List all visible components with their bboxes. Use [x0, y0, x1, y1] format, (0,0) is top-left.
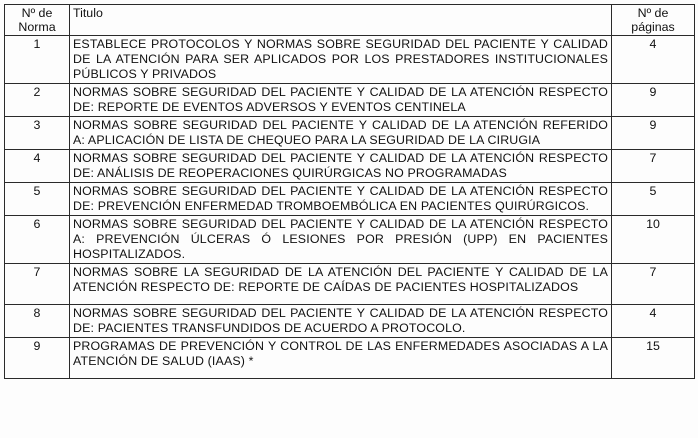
- table-row: [5, 183, 695, 216]
- norm-pages: 10: [612, 216, 695, 264]
- header-title: Titulo: [70, 5, 612, 36]
- header-pages: [612, 5, 695, 36]
- header-row: [5, 5, 695, 36]
- norm-pages: 9: [612, 117, 695, 150]
- header-number: [5, 5, 70, 36]
- norm-title: NORMAS SOBRE SEGURIDAD DEL PACIENTE Y CALIDAD DE LA ATENCIÓN RESPECTO DE: REPORTE DE EVENTOS ADVERSOS Y EVENTOS CENTINELA: [70, 84, 612, 117]
- norm-title: NORMAS SOBRE SEGURIDAD DEL PACIENTE Y CALIDAD DE LA ATENCIÓN RESPECTO DE: PREVENCIÓN ENFERMEDAD TROMBOEMBÓLICA EN PACIENTES QUIRÚRGICOS.: [70, 183, 612, 216]
- norm-number: 5: [5, 183, 70, 216]
- norm-title: ESTABLECE PROTOCOLOS Y NORMAS SOBRE SEGURIDAD DEL PACIENTE Y CALIDAD DE LA ATENCIÓN PARA SER APLICADOS POR LOS PRESTADORES INSTITUCIONALES PÚBLICOS Y PRIVADOS: [70, 36, 612, 84]
- norm-number: 6: [5, 216, 70, 264]
- table-row: [5, 338, 695, 379]
- norm-title: NORMAS SOBRE SEGURIDAD DEL PACIENTE Y CALIDAD DE LA ATENCIÓN REFERIDO A: APLICACIÓN DE LISTA DE CHEQUEO PARA LA SEGURIDAD DE LA CIRUGIA: [70, 117, 612, 150]
- norm-title: NORMAS SOBRE SEGURIDAD DEL PACIENTE Y CALIDAD DE LA ATENCIÓN RESPECTO A: PREVENCIÓN ÚLCERAS Ó LESIONES POR PRESIÓN (UPP) EN PACIENTES HOSPITALIZADOS.: [70, 216, 612, 264]
- norm-title: [70, 264, 612, 305]
- norm-pages: 7: [612, 264, 695, 305]
- table-row: [5, 150, 695, 183]
- norm-pages: 15: [612, 338, 695, 379]
- norm-number: 7: [5, 264, 70, 305]
- table-row: [5, 216, 695, 264]
- norm-number: 9: [5, 338, 70, 379]
- norm-pages: 4: [612, 36, 695, 84]
- spacer: [73, 295, 608, 303]
- table-row: [5, 305, 695, 338]
- table-row: [5, 84, 695, 117]
- norm-number: 3: [5, 117, 70, 150]
- norm-pages: 5: [612, 183, 695, 216]
- table-row: [5, 36, 695, 84]
- norm-title: NORMAS SOBRE SEGURIDAD DEL PACIENTE Y CALIDAD DE LA ATENCIÓN RESPECTO DE: ANÁLISIS DE REOPERACIONES QUIRÚRGICAS NO PROGRAMADAS: [70, 150, 612, 183]
- norm-title: [70, 338, 612, 379]
- norm-number: 2: [5, 84, 70, 117]
- norm-pages: 7: [612, 150, 695, 183]
- spacer: [73, 369, 608, 377]
- header-pages-line2: páginas: [631, 20, 675, 34]
- header-number-line2: Norma: [18, 20, 56, 34]
- norm-title-text: PROGRAMAS DE PREVENCIÓN Y CONTROL DE LAS ENFERMEDADES ASOCIADAS A LA ATENCIÓN DE SALUD (IAAS) *: [73, 339, 608, 368]
- header-number-line1: Nº de: [21, 6, 53, 20]
- norm-title-text: NORMAS SOBRE LA SEGURIDAD DE LA ATENCIÓN DEL PACIENTE Y CALIDAD DE LA ATENCIÓN RESPECTO DE: REPORTE DE CAÍDAS DE PACIENTES HOSPITALIZADOS: [73, 265, 608, 294]
- norms-table: [4, 4, 695, 379]
- norm-pages: 9: [612, 84, 695, 117]
- table-row: [5, 264, 695, 305]
- norm-title: NORMAS SOBRE SEGURIDAD DEL PACIENTE Y CALIDAD DE LA ATENCIÓN RESPECTO DE: PACIENTES TRANSFUNDIDOS DE ACUERDO A PROTOCOLO.: [70, 305, 612, 338]
- table-row: [5, 117, 695, 150]
- header-pages-line1: Nº de: [637, 6, 669, 20]
- norm-number: 4: [5, 150, 70, 183]
- norm-number: 1: [5, 36, 70, 84]
- norm-number: 8: [5, 305, 70, 338]
- norm-pages: 4: [612, 305, 695, 338]
